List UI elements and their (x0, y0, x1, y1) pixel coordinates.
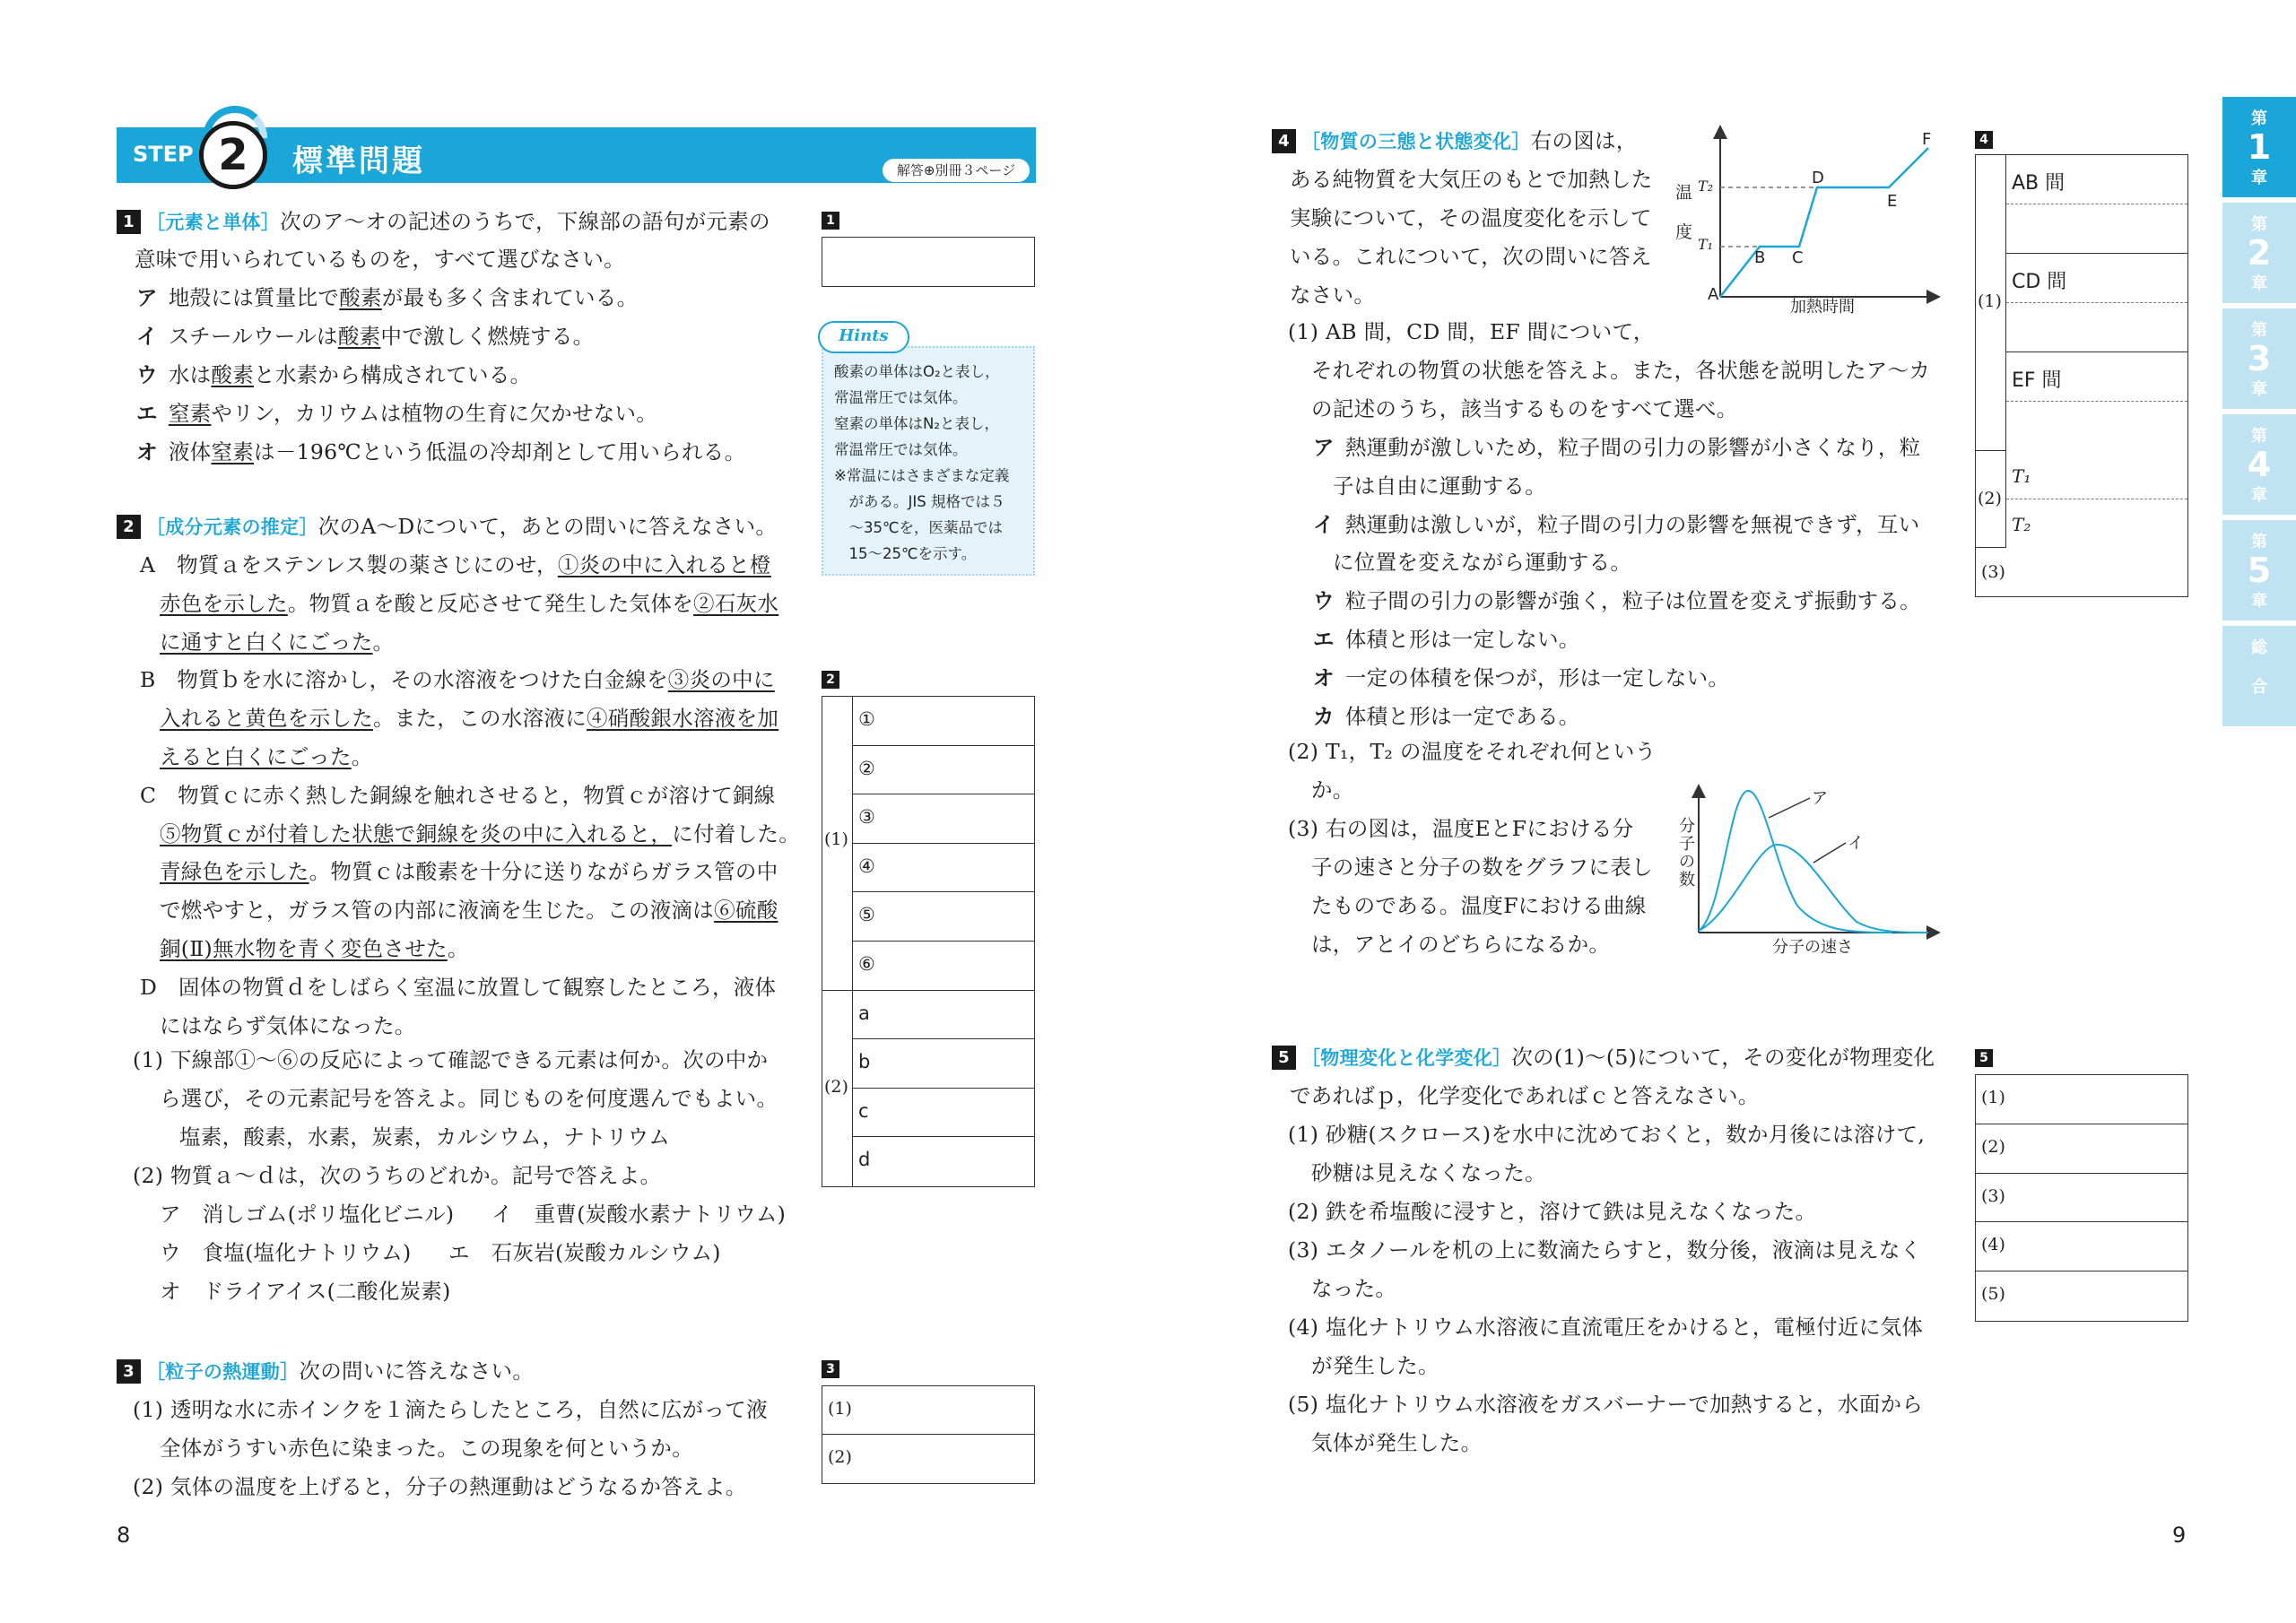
chapter-tab-2[interactable] (2222, 203, 2296, 303)
q4-number: 4 (1272, 129, 1296, 153)
hint-line: 15～25℃を示す。 (834, 545, 977, 562)
q2-underlined: ③炎の中に (667, 667, 775, 693)
q4-sub2-1: (2) T₁，T₂ の温度をそれぞれ何という (1288, 739, 1657, 764)
q3-sub1-line-1: (1) 透明な水に赤インクを１滴たらしたところ，自然に広がって液 (133, 1397, 768, 1422)
q4-option (1313, 587, 1921, 614)
answer-3-table (822, 1385, 1035, 1484)
q2-text: 。物質ｃは酸素を十分に送りながらガラス管の中 (309, 859, 778, 885)
q1-option-marker: ウ (136, 362, 158, 387)
q4-option-text: 熱運動は激しいが，粒子間の引力の影響を無視できず，互い (1344, 511, 1920, 537)
q4-option (1313, 626, 1580, 653)
q4-sub3-1: (3) 右の図は，温度EとFにおける分 (1288, 816, 1634, 841)
answer-4-t1[interactable]: T₁ (2006, 451, 2187, 499)
q5-item-line: (5) 塩化ナトリウム水溶液をガスバーナーで加熱すると，水面から (1288, 1392, 1924, 1417)
answer-2-group-2: (2) (824, 1077, 848, 1097)
chapter-tab-number: 5 (2247, 551, 2272, 590)
q1-option (136, 284, 638, 311)
graph2-curve-a: ア (1812, 789, 1828, 808)
chapter-tab-suffix: 章 (2251, 169, 2267, 187)
q2-title: ［成分元素の推定］ (146, 516, 318, 538)
hint-line: 酸素の単体はO₂と表し， (834, 363, 1000, 380)
q1-option (136, 400, 657, 427)
answer-3-number: 3 (822, 1360, 839, 1378)
q1-option-text: 水は (168, 362, 212, 387)
chapter-tab-number: 4 (2247, 445, 2272, 484)
answer-5-row-label: (5) (1981, 1284, 2005, 1305)
graph2-curve-i: イ (1848, 834, 1864, 853)
q2-text: 。物質ａを酸と反応させて発生した気体を (287, 590, 694, 616)
q2-underlined: ⑥硫酸 (714, 898, 778, 924)
q4-sub3-4: は，アとイのどちらになるか。 (1311, 932, 1611, 957)
answer-4-ab[interactable]: AB 間 (2006, 155, 2187, 254)
q2-text: C 物質ｃに赤く熱した銅線を触れさせると，物質ｃが溶けて銅線 (140, 782, 776, 808)
answer-1-number: 1 (822, 212, 839, 230)
graph1-point-e: E (1887, 192, 1898, 211)
q2-sub2: (2) 物質ａ～ｄは，次のうちのどれか。記号で答えよ。 (133, 1163, 662, 1188)
q1-option-text: やリン，カリウムは植物の生育に欠かせない。 (211, 401, 658, 426)
q4-sub1-3: の記述のうち，該当するものをすべて選べ。 (1311, 396, 1738, 421)
q4-option-text: 粒子間の引力の影響が強く，粒子は位置を変えず振動する。 (1344, 588, 1921, 614)
q2-underlined: に通すと白くにごった (160, 629, 373, 655)
answer-2-row-label: ④ (858, 855, 875, 877)
q4-line-4: いる。これについて，次の問いに答え (1290, 244, 1652, 269)
answer-2-row[interactable] (853, 942, 1034, 991)
answer-4-t2[interactable]: T₂ (2012, 514, 2031, 535)
graph1-xlabel: 加熱時間 (1790, 298, 1855, 317)
chapter-tab-number: 2 (2247, 233, 2272, 273)
answer-2-row-label: c (858, 1099, 869, 1122)
q2-sub1-line-1: (1) 下線部①～⑥の反応によって確認できる元素は何か。次の中か (133, 1047, 769, 1072)
q4-option (1313, 511, 1920, 538)
q2-text: B 物質ｂを水に溶かし，その水溶液をつけた白金線を (140, 667, 668, 693)
q3-number: 3 (117, 1359, 141, 1384)
graph1-t1: T₁ (1698, 236, 1714, 253)
q2-passage-line (140, 974, 776, 1001)
q1-line-2: 意味で用いられているものを，すべて選びなさい。 (135, 247, 625, 272)
q1-option-text: 液体 (168, 439, 212, 464)
q5-title: ［物理変化と化学変化］ (1301, 1047, 1512, 1069)
answer-5-row[interactable] (1976, 1124, 2187, 1174)
q5-item-line: (2) 鉄を希塩酸に浸すと，溶けて鉄は見えなくなった。 (1288, 1199, 1817, 1224)
q1-underlined-term: 酸素 (339, 285, 382, 310)
chapter-tab-prefix: 第 (2251, 321, 2267, 340)
chapter-tab-4[interactable] (2222, 414, 2296, 515)
q2-underlined: ①炎の中に入れると橙 (557, 552, 771, 577)
page-number-right: 9 (2172, 1523, 2187, 1548)
q2-text: 。 (447, 936, 469, 961)
answer-2-row[interactable] (853, 794, 1034, 844)
q1-underlined-term: 酸素 (337, 324, 381, 349)
answer-2-row[interactable] (853, 697, 1034, 746)
answer-2-row-label: ⑥ (858, 953, 875, 975)
q4-option-marker: ウ (1313, 588, 1335, 614)
q2-text: にはならず気体になった。 (160, 1012, 416, 1038)
q2-text: 。また，この水溶液に (373, 706, 587, 732)
hint-line: ※常温にはさまざまな定義 (834, 467, 1010, 484)
q4-sub1-1: (1) AB 間，CD 間，EF 間について， (1288, 319, 1655, 344)
answer-2-group-1: (1) (824, 829, 848, 849)
answer-4-q3[interactable]: (3) (1981, 562, 2005, 582)
q5-item-line: 砂糖は見えなくなった。 (1311, 1160, 1546, 1185)
answer-5-row-label: (1) (1981, 1088, 2005, 1107)
q2-choice-i: イ 重曹(炭酸水素ナトリウム) (491, 1202, 787, 1227)
hints-badge: Hints (818, 321, 909, 353)
q1-number: 1 (117, 210, 141, 234)
q2-choice-a: ア 消しゴム(ポリ塩化ビニル) (160, 1202, 455, 1227)
chapter-tab-1[interactable] (2222, 97, 2296, 197)
page-title: 標準問題 (292, 143, 425, 179)
q2-underlined: 銅(Ⅱ)無水物を青く変色させた (160, 936, 448, 961)
q2-passage-line (160, 858, 778, 885)
answer-5-row[interactable] (1976, 1271, 2187, 1321)
q4-option (1313, 664, 1729, 691)
q4-option (1313, 703, 1580, 730)
q2-intro: 次のA～Dについて，あとの問いに答えなさい。 (317, 514, 778, 539)
q2-underlined: ④硝酸銀水溶液を加 (587, 706, 779, 732)
q4-option-marker: ア (1313, 435, 1335, 460)
chapter-tab-prefix: 総 (2251, 638, 2267, 657)
q3-title: ［粒子の熱運動］ (146, 1361, 300, 1383)
answer-4-ef[interactable]: EF 間 (2006, 352, 2187, 451)
q2-text: で燃やすと，ガラス管の内部に液滴を生じた。この液滴は (160, 898, 715, 924)
q5-line-1: 5 ［物理変化と化学変化］次の(1)～(5)について，その変化が物理変化 (1272, 1044, 1935, 1072)
answer-2-table (822, 696, 1035, 1187)
chapter-tab-6[interactable] (2222, 626, 2296, 726)
q5-item-line: が発生した。 (1311, 1353, 1439, 1378)
q2-underlined: 赤色を示した (160, 590, 288, 616)
q4-option-marker: オ (1313, 664, 1335, 690)
answer-2-row-label: ⑤ (858, 904, 875, 926)
q4-sub3-3: たものである。温度Fにおける曲線 (1311, 893, 1647, 918)
hint-line: ～35℃を，医薬品では (834, 519, 1004, 536)
q2-underlined: えると白くにごった (160, 744, 352, 769)
q1-option-text: 地殻には質量比で (168, 285, 340, 310)
q1-option (136, 361, 531, 388)
q2-choice-o: オ ドライアイス(二酸化炭素) (160, 1279, 451, 1304)
answer-3-row[interactable]: (1) (822, 1386, 1034, 1435)
chapter-tab-suffix: 章 (2251, 274, 2267, 293)
q2-underlined: 入れると黄色を示した (160, 706, 373, 732)
answer-5-row-label: (4) (1981, 1235, 2005, 1255)
q2-passage-line (160, 897, 778, 924)
q2-passage-line (160, 935, 469, 962)
answer-2-number: 2 (822, 671, 839, 689)
q4-title: ［物質の三態と状態変化］ (1301, 131, 1531, 152)
q2-number: 2 (117, 515, 141, 539)
graph2-ylabel: 分 子 の 数 (1679, 817, 1695, 890)
q5-item-line: (4) 塩化ナトリウム水溶液に直流電圧をかけると，電極付近に気体 (1288, 1315, 1924, 1340)
answer-2-row-label: ③ (858, 806, 875, 829)
answer-2-row[interactable] (853, 1137, 1034, 1186)
q2-underlined: ②石灰水 (693, 590, 779, 616)
q4-sub3-2: 子の速さと分子の数をグラフに表し (1311, 855, 1653, 880)
q2-passage-line (160, 1012, 416, 1039)
hint-line: がある。JIS 規格では５ (834, 493, 1005, 510)
chapter-tab-suffix: 合 (2251, 678, 2267, 697)
q5-line-2: であればｐ，化学変化であればｃと答えなさい。 (1290, 1083, 1760, 1108)
q4-line-3: 実験について，その温度変化を示して (1290, 205, 1652, 230)
hint-line: 常温常圧では気体。 (834, 389, 968, 406)
chapter-tab-5[interactable] (2222, 520, 2296, 621)
answer-2-row[interactable] (853, 892, 1034, 942)
q5-number: 5 (1272, 1046, 1296, 1070)
answer-2-row-label: ① (858, 708, 875, 730)
chapter-tab-3[interactable] (2222, 308, 2296, 409)
graph1-ylabel-1: 温 (1675, 183, 1693, 203)
q1-underlined-term: 窒素 (168, 401, 212, 426)
answer-5-table (1975, 1074, 2188, 1322)
q5-item-line: 気体が発生した。 (1311, 1430, 1483, 1455)
q4-option-cont: 子は自由に運動する。 (1333, 473, 1546, 499)
answer-2-row[interactable] (853, 991, 1034, 1040)
step-label: STEP (133, 142, 194, 167)
q2-underlined: ⑤物質ｃが付着した状態で銅線を炎の中に入れると， (160, 820, 673, 846)
q2-text: 。 (351, 744, 373, 769)
answer-3-row[interactable]: (2) (828, 1447, 852, 1467)
q1-option-marker: ア (136, 285, 158, 310)
chapter-tab-spacer (2222, 658, 2296, 674)
q2-sub1-line-2: ら選び，その元素記号を答えよ。同じものを何度選んでもよい。 (160, 1086, 778, 1111)
graph1-point-b: B (1754, 248, 1766, 267)
graph1-point-f: F (1922, 130, 1932, 149)
q2-passage-line (140, 666, 775, 693)
q4-option-text: 体積と形は一定である。 (1344, 703, 1580, 729)
chapter-tab-number: 1 (2247, 127, 2272, 167)
chapter-tab-prefix: 第 (2251, 215, 2267, 234)
answer-2-row-label: a (858, 1002, 870, 1024)
page-number-left: 8 (117, 1523, 131, 1548)
answer-2-row[interactable] (853, 844, 1034, 893)
q2-passage-line (160, 590, 778, 617)
chapter-tab-number: 3 (2247, 339, 2272, 378)
chapter-tab-prefix: 第 (2251, 533, 2267, 551)
q2-underlined: 青緑色を示した (160, 859, 309, 885)
step-number: 2 (199, 121, 267, 189)
q4-option-marker: カ (1313, 703, 1335, 729)
q2-passage-line (160, 629, 394, 655)
answer-4-table (1975, 154, 2188, 597)
graph2-xlabel: 分子の速さ (1772, 938, 1853, 957)
hints-box (822, 346, 1035, 576)
q4-option (1313, 434, 1920, 461)
q1-option-text: は－196℃という低温の冷却剤として用いられる。 (254, 439, 746, 464)
q4-option-text: 体積と形は一定しない。 (1344, 627, 1580, 652)
chapter-tab-prefix: 第 (2251, 427, 2267, 446)
q3-sub2: (2) 気体の温度を上げると，分子の熱運動はどうなるか答えよ。 (133, 1474, 747, 1499)
answer-5-row[interactable] (1976, 1075, 2187, 1124)
q5-item-line: (3) エタノールを机の上に数滴たらすと，数分後，液滴は見えなく (1288, 1237, 1922, 1263)
q4-sub1-2: それぞれの物質の状態を答えよ。また，各状態を説明したア～カ (1311, 358, 1931, 383)
hint-line: 常温常圧では気体。 (834, 441, 968, 458)
answer-5-row-label: (2) (1981, 1136, 2005, 1157)
q3-line-1 (117, 1358, 534, 1385)
q1-option-text: が最も多く含まれている。 (381, 285, 639, 310)
q4-line-5: なさい。 (1290, 282, 1376, 308)
q2-passage-line (160, 705, 778, 732)
graph1-t2: T₂ (1698, 178, 1714, 195)
hint-line: 窒素の単体はN₂と表し， (834, 415, 999, 432)
q1-underlined-term: 窒素 (211, 439, 255, 464)
answer-2-row[interactable] (853, 1039, 1034, 1089)
answer-ref: 解答⊕別冊３ページ (883, 159, 1030, 182)
q1-option (136, 438, 745, 465)
q1-option (136, 323, 594, 350)
q2-text: に付着した。 (672, 820, 801, 846)
graph1-point-a: A (1708, 285, 1719, 304)
q1-text: 次のア～オの記述のうちで，下線部の語句が元素の (280, 209, 770, 234)
q2-choice-u: ウ 食塩(塩化ナトリウム) (160, 1240, 412, 1265)
answer-5-row[interactable] (1976, 1174, 2187, 1223)
q1-option-marker: イ (136, 324, 158, 349)
q4-line-2: ある純物質を大気圧のもとで加熱した (1290, 167, 1653, 192)
q2-passage-line (160, 820, 800, 847)
q4-line-1: 4 ［物質の三態と状態変化］右の図は， (1272, 127, 1638, 155)
q3-sub1-line-2: 全体がうすい赤色に染まった。この現象を何というか。 (160, 1436, 693, 1461)
q5-item-line: なった。 (1311, 1276, 1397, 1301)
q4-option-cont: に位置を変えながら運動する。 (1333, 550, 1632, 576)
q4-option-text: 熱運動が激しいため，粒子間の引力の影響が小さくなり，粒 (1344, 435, 1921, 460)
q1-title: ［元素と単体］ (146, 212, 281, 233)
q5-item-line: (1) 砂糖(スクロース)を水中に沈めておくと，数か月後には溶けて, (1288, 1122, 1926, 1147)
q2-text: D 固体の物質ｄをしばらく室温に放置して観察したところ，液体 (140, 974, 777, 1000)
chapter-tab-suffix: 章 (2251, 592, 2267, 611)
answer-5-number: 5 (1975, 1049, 1993, 1067)
chapter-tab-suffix: 章 (2251, 486, 2267, 505)
answer-2-row[interactable] (853, 746, 1034, 795)
chapter-tab-suffix: 章 (2251, 380, 2267, 399)
chapter-tab-prefix: 第 (2251, 109, 2267, 128)
q2-text: 。 (372, 629, 395, 655)
answer-2-row-label: d (858, 1149, 871, 1171)
q1-option-text: と水素から構成されている。 (254, 362, 532, 387)
q1-option-text: スチールウールは (168, 324, 338, 349)
q1-underlined-term: 酸素 (211, 362, 255, 387)
q1-line-1 (117, 208, 770, 236)
q2-elements: 塩素，酸素，水素，炭素，カルシウム，ナトリウム (179, 1124, 671, 1150)
q4-option-marker: エ (1313, 627, 1335, 652)
q4-option-text: 一定の体積を保つが，形は一定しない。 (1344, 664, 1730, 690)
graph1-ylabel-2: 度 (1675, 222, 1693, 242)
answer-5-row-label: (3) (1981, 1185, 2005, 1206)
q1-option-marker: オ (136, 439, 158, 464)
answer-2-row[interactable] (853, 1089, 1034, 1138)
q2-line-1 (117, 513, 777, 541)
answer-2-row-label: ② (858, 757, 875, 779)
answer-2-row-label: b (858, 1051, 871, 1073)
q1-option-marker: エ (136, 401, 158, 426)
q2-choice-e: エ 石灰岩(炭酸カルシウム) (448, 1240, 721, 1265)
q2-passage-line (140, 551, 771, 578)
q4-sub2-2: か。 (1311, 777, 1354, 803)
q4-option-marker: イ (1313, 511, 1335, 537)
answer-4-number: 4 (1975, 131, 1993, 149)
q1-option-text: 中で激しく燃焼する。 (380, 324, 595, 349)
q3-intro: 次の問いに答えなさい。 (299, 1358, 535, 1384)
answer-4-cd[interactable]: CD 間 (2006, 254, 2187, 352)
q2-text: A 物質ａをステンレス製の薬さじにのせ， (140, 552, 558, 577)
answer-4-group-2: (2) (1978, 489, 2002, 508)
answer-1-box[interactable] (822, 237, 1035, 287)
graph1-point-d: D (1812, 169, 1824, 187)
q2-passage-line (160, 743, 373, 770)
answer-5-row[interactable] (1976, 1222, 2187, 1271)
answer-4-group-1: (1) (1978, 291, 2002, 311)
q2-passage-line (140, 782, 775, 809)
graph1-point-c: C (1792, 248, 1804, 267)
